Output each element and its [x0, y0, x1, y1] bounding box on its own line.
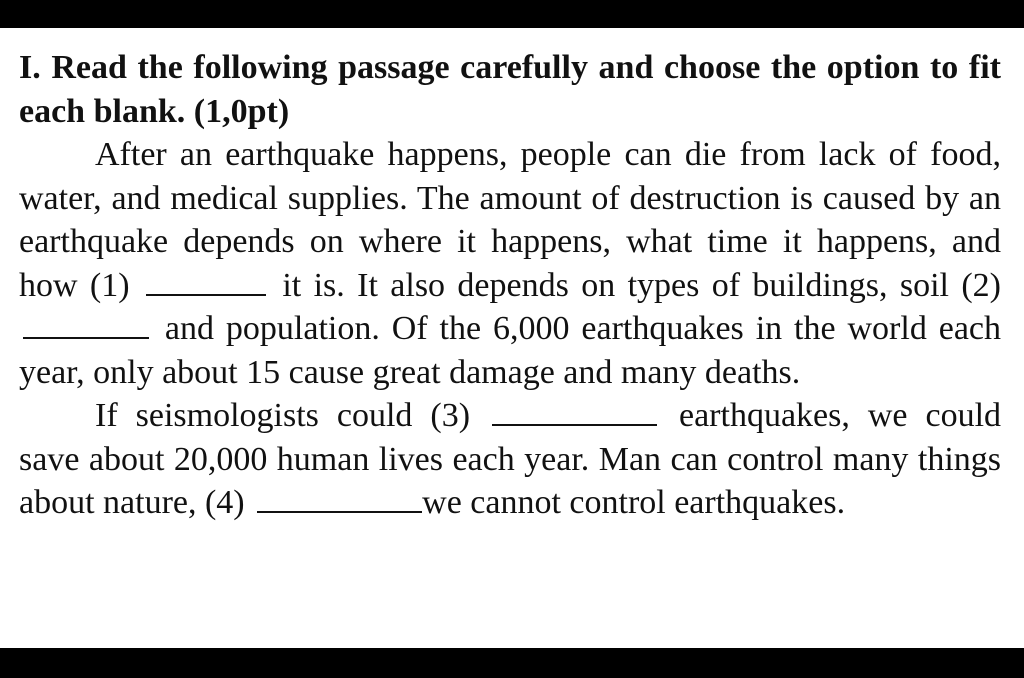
blank-3[interactable]: [492, 396, 657, 426]
passage-content: [19, 46, 1001, 525]
exercise-heading: I. Read the following passage carefully and choose the option to fit each blank. (1,0pt): [19, 49, 1001, 130]
paragraph-1-text-a: After an earthquake happens, people can die from lack of food, water, and medical supplies. The amount of destruction is caused by an earthquake depends on where it happens, what time it happens, and how (1): [19, 136, 1001, 304]
blank-4[interactable]: [257, 483, 422, 513]
blank-1[interactable]: [146, 266, 266, 296]
document-page: [0, 28, 1024, 648]
paragraph-2-text-a: If seismologists could (3): [95, 397, 471, 434]
passage-paragraph-2: [19, 394, 1001, 525]
passage-paragraph-1: [19, 133, 1001, 394]
paragraph-1-text-b: it is. It also depends on types of buildings, soil (2): [282, 266, 1002, 304]
bottom-black-bar: [0, 648, 1024, 678]
paragraph-2-text-b: earthquakes, we could save about 20,000 human lives each year. Man can control many things about nature, (4): [19, 397, 1002, 521]
blank-2[interactable]: [23, 309, 149, 339]
paragraph-2-text-c: we cannot control earthquakes.: [422, 484, 846, 521]
paragraph-1-text-c: and population. Of the 6,000 earthquakes in the world each year, only about 15 cause great damage and many deaths.: [19, 310, 1002, 391]
top-black-bar: [0, 0, 1024, 28]
